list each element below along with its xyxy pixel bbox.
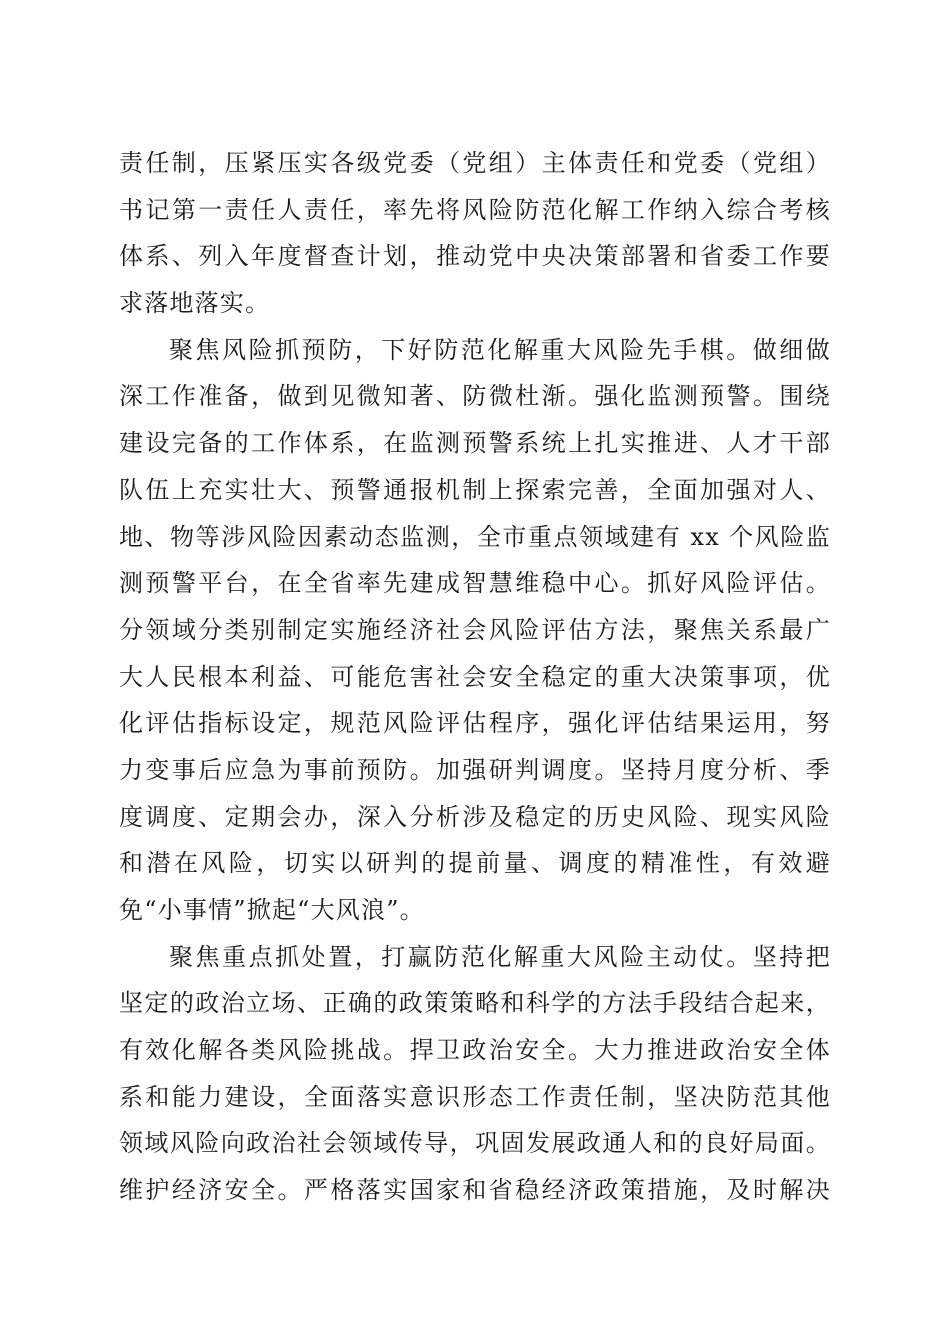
text-line: 聚焦风险抓预防，下好防范化解重大风险先手棋。做细做 [169, 335, 831, 364]
text-line: 聚焦重点抓处置，打赢防范化解重大风险主动仗。坚持把 [169, 942, 831, 971]
paragraph-1 [119, 140, 831, 327]
text-line: 和潜在风险，切实以研判的提前量、调度的精准性，有效避 [119, 849, 831, 878]
text-line: 化评估指标设定，规范风险评估程序，强化评估结果运用，努 [119, 709, 831, 738]
text-line: 有效化解各类风险挑战。捍卫政治安全。大力推进政治安全体 [119, 1036, 831, 1065]
text-line: 免“小事情”掀起“大风浪”。 [119, 896, 425, 924]
text-line: 地、物等涉风险因素动态监测，全市重点领域建有 xx 个风险监 [119, 522, 831, 551]
text-line: 责任制，压紧压实各级党委（党组）主体责任和党委（党组） [119, 149, 831, 177]
text-line: 度调度、定期会办，深入分析涉及稳定的历史风险、现实风险 [119, 802, 831, 831]
text-line: 力变事后应急为事前预防。加强研判调度。坚持月度分析、季 [119, 755, 831, 784]
text-line: 坚定的政治立场、正确的政策策略和科学的方法手段结合起来， [119, 989, 831, 1018]
text-line: 领域风险向政治社会领域传导，巩固发展政通人和的良好局面。 [119, 1129, 831, 1158]
paragraph-2 [119, 327, 831, 934]
text-line: 求落地落实。 [119, 289, 271, 318]
text-line: 分领域分类别制定实施经济社会风险评估方法，聚焦关系最广 [119, 615, 831, 644]
text-line: 大人民根本利益、可能危害社会安全稳定的重大决策事项，优 [119, 662, 831, 691]
text-line: 体系、列入年度督查计划，推动党中央决策部署和省委工作要 [119, 242, 831, 271]
text-line: 维护经济安全。严格落实国家和省稳经济政策措施，及时解决 [119, 1176, 831, 1205]
text-line: 测预警平台，在全省率先建成智慧维稳中心。抓好风险评估。 [119, 569, 831, 598]
text-line: 建设完备的工作体系，在监测预警系统上扎实推进、人才干部 [119, 429, 831, 458]
text-line: 队伍上充实壮大、预警通报机制上探索完善，全面加强对人、 [119, 475, 831, 504]
paragraph-3 [119, 934, 831, 1214]
text-line: 深工作准备，做到见微知著、防微杜渐。强化监测预警。围绕 [119, 382, 831, 411]
text-line: 系和能力建设，全面落实意识形态工作责任制，坚决防范其他 [119, 1082, 831, 1111]
document-body [119, 140, 831, 1214]
text-line: 书记第一责任人责任，率先将风险防范化解工作纳入综合考核 [119, 195, 831, 224]
